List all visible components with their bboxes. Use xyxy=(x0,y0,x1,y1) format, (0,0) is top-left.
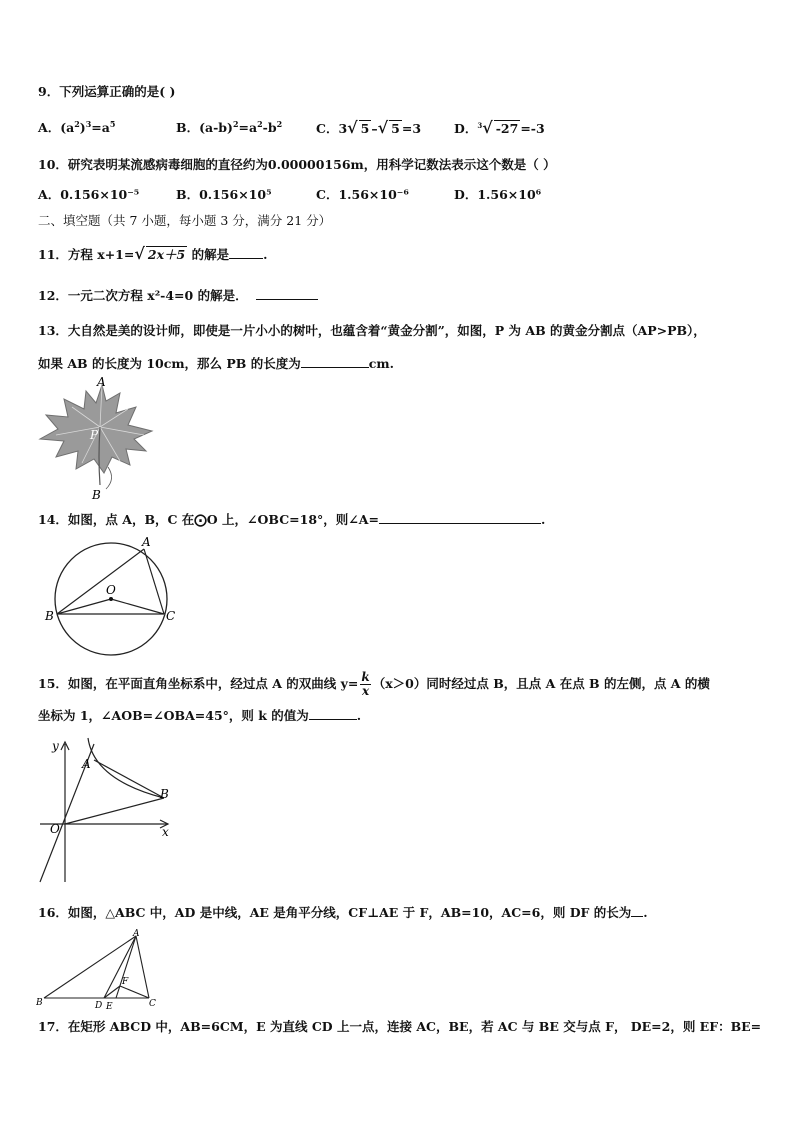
q15-prefix: 15．如图，在平面直角坐标系中，经过点 A 的双曲线 y= xyxy=(38,676,359,691)
q10-option-c: C．1.56×10⁻⁶ xyxy=(316,187,409,202)
option-letter: B． xyxy=(176,120,200,135)
label-e: E xyxy=(106,1002,113,1012)
answer-blank[interactable] xyxy=(309,707,357,720)
q9-stem: 9．下列运算正确的是( ) xyxy=(38,84,176,99)
fraction-numerator: k xyxy=(361,670,370,684)
label-c: C xyxy=(166,609,176,623)
q16-prefix: 16．如图，△ABC 中，AD 是中线，AE 是角平分线，CF⊥AE 于 F，AB=10，AC=6，则 DF 的长为 xyxy=(38,905,632,920)
label-y: y xyxy=(52,739,59,753)
q9-option-c: C．3√ 5 –√ 5 =3 xyxy=(316,118,422,137)
section-heading: 二、填空题（共 7 小题，每小题 3 分，满分 21 分） xyxy=(38,213,332,228)
segment-bo xyxy=(57,599,111,614)
answer-blank[interactable] xyxy=(379,511,541,524)
label-o: O xyxy=(106,583,116,597)
triangle-figure xyxy=(36,928,166,1012)
q15-line2-prefix: 坐标为 1，∠AOB=∠OBA=45°，则 k 的值为 xyxy=(38,708,309,723)
label-a: A xyxy=(82,757,91,771)
label-c: C xyxy=(149,999,156,1009)
label-x: x xyxy=(162,825,169,839)
label-o: O xyxy=(50,822,60,836)
label-f: F xyxy=(122,977,129,987)
segment-ab xyxy=(94,760,164,798)
q9-option-a: A．$(a^2)^3=a^5$ xyxy=(38,119,116,135)
q11-end: . xyxy=(263,247,268,262)
answer-blank[interactable] xyxy=(256,287,318,300)
q10-option-d: D．1.56×10⁶ xyxy=(454,187,542,202)
label-b: B xyxy=(36,998,43,1008)
q15-suffix: （x＞0）同时经过点 B，且点 A 在点 B 的左侧，点 A 的横 xyxy=(372,676,710,691)
leaf-figure xyxy=(36,377,156,503)
q11-text: 11．方程 x+1=√ 2x＋5 的解是 . xyxy=(38,244,268,263)
segment-ad xyxy=(104,936,136,998)
label-a: A xyxy=(133,929,140,939)
label-b: B xyxy=(92,488,101,502)
q10-stem: 10．研究表明某流感病毒细胞的直径约为0.00000156m，用科学记数法表示这个数是（ ） xyxy=(38,157,556,172)
segment-ac xyxy=(144,549,164,614)
segment-ob xyxy=(65,798,164,824)
option-d-result: =-3 xyxy=(520,121,545,136)
q13-line2 xyxy=(38,355,394,372)
q16-suffix: . xyxy=(643,905,648,920)
q17-text: 17．在矩形 ABCD 中，AB=6CM，E 为直线 CD 上一点，连接 AC，BE，若 AC 与 BE 交与点 F， DE=2，则 EF：BE= xyxy=(38,1019,762,1034)
q9-option-d: D．$^3$√ -27 =-3 xyxy=(454,118,545,137)
center-point xyxy=(109,597,113,601)
q11-radicand: 2x＋5 xyxy=(147,247,186,262)
answer-blank[interactable] xyxy=(631,904,643,917)
segment-cf xyxy=(120,986,149,998)
label-a: A xyxy=(142,535,151,549)
option-letter: C． xyxy=(316,121,339,136)
q15-line1 xyxy=(38,671,710,698)
label-b: B xyxy=(45,609,54,623)
hyperbola-curve xyxy=(88,738,164,798)
q13-suffix: cm. xyxy=(368,356,394,371)
q15-line2 xyxy=(38,707,361,724)
answer-blank[interactable] xyxy=(229,246,263,259)
q12-text xyxy=(38,287,318,304)
q11-suffix: 的解是 xyxy=(191,247,230,262)
q12-stem: 12．一元二次方程 x²-4=0 的解是． xyxy=(38,288,248,303)
q13-line1: 13．大自然是美的设计师，即使是一片小小的树叶，也蕴含着“黄金分割”，如图，P 为 AB 的黄金分割点（AP>PB）， xyxy=(38,323,706,338)
label-p: P xyxy=(90,428,99,442)
circle-figure xyxy=(40,534,180,662)
option-letter: D． xyxy=(454,121,478,136)
label-b: B xyxy=(160,787,169,801)
coordinate-figure xyxy=(36,736,176,888)
label-d: D xyxy=(95,1001,103,1011)
fraction-k-over-x xyxy=(360,671,370,698)
label-a: A xyxy=(97,377,106,389)
q15-line2-suffix: . xyxy=(356,708,362,723)
fraction-denominator: x xyxy=(361,684,370,698)
option-c-result: =3 xyxy=(401,121,422,136)
q13-prefix: 如果 AB 的长度为 10cm，那么 PB 的长度为 xyxy=(38,356,301,371)
q11-prefix: 11．方程 x+1= xyxy=(38,247,135,262)
segment-ab xyxy=(44,936,136,998)
q14-text xyxy=(38,511,545,528)
q10-option-b: B．0.156×10⁵ xyxy=(176,187,272,202)
answer-blank[interactable] xyxy=(301,355,369,368)
q9-option-b: B．$(a-b)^2=a^2-b^2$ xyxy=(176,119,283,135)
segment-oc xyxy=(111,599,164,614)
option-letter: A． xyxy=(38,120,61,135)
segment-ac xyxy=(136,936,149,998)
leaf-curl xyxy=(106,467,112,489)
q10-option-a: A．0.156×10⁻⁵ xyxy=(38,187,140,202)
q16-text xyxy=(38,904,648,921)
q14-suffix: . xyxy=(540,512,546,527)
q14-prefix: 14．如图，点 A，B，C 在⨀O 上，∠OBC=18°，则∠A= xyxy=(38,512,379,527)
